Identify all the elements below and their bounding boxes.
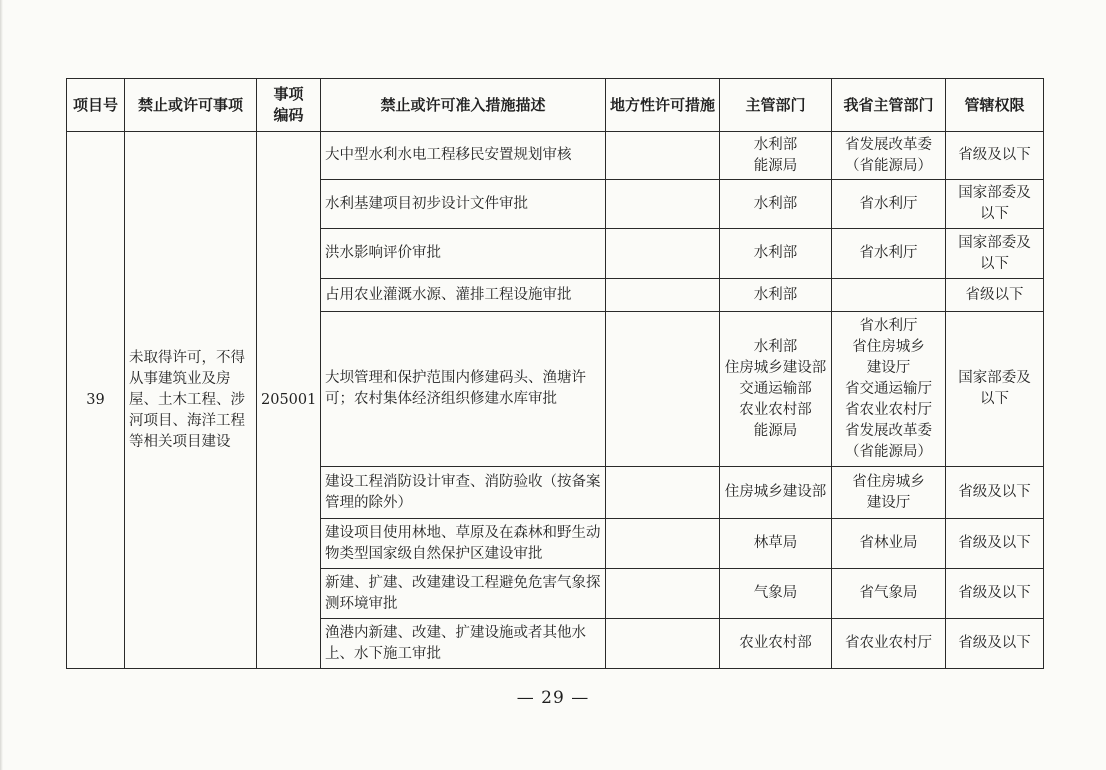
header-item-no: 项目号 (67, 79, 125, 132)
jurisdiction-cell: 省级及以下 (946, 619, 1044, 669)
description-cell: 渔港内新建、改建、扩建设施或者其他水上、水下施工审批 (321, 619, 606, 669)
prov-dept-cell: 省水利厅 (832, 229, 946, 279)
local-measure-cell (606, 519, 720, 569)
jurisdiction-cell: 国家部委及 以下 (946, 312, 1044, 467)
local-measure-cell (606, 180, 720, 229)
jurisdiction-cell: 国家部委及 以下 (946, 229, 1044, 279)
prov-dept-cell: 省水利厅 (832, 180, 946, 229)
description-cell: 占用农业灌溉水源、灌排工程设施审批 (321, 279, 606, 312)
prov-dept-cell (832, 279, 946, 312)
header-local-measure: 地方性许可措施 (606, 79, 720, 132)
dept-cell: 农业农村部 (720, 619, 832, 669)
item-number: 39 (67, 132, 125, 669)
dept-cell: 水利部 (720, 279, 832, 312)
table-row (67, 132, 1044, 180)
jurisdiction-cell: 省级及以下 (946, 132, 1044, 180)
prov-dept-cell: 省气象局 (832, 569, 946, 619)
description-cell: 洪水影响评价审批 (321, 229, 606, 279)
local-measure-cell (606, 132, 720, 180)
description-cell: 建设工程消防设计审查、消防验收（按备案管理的除外） (321, 467, 606, 519)
jurisdiction-cell: 省级及以下 (946, 519, 1044, 569)
dept-cell: 水利部 住房城乡建设部 交通运输部 农业农村部 能源局 (720, 312, 832, 467)
jurisdiction-cell: 省级及以下 (946, 467, 1044, 519)
description-cell: 新建、扩建、改建建设工程避免危害气象探测环境审批 (321, 569, 606, 619)
code-cell: 205001 (257, 132, 321, 669)
local-measure-cell (606, 467, 720, 519)
prov-dept-cell: 省农业农村厅 (832, 619, 946, 669)
matter-cell: 未取得许可，不得从事建筑业及房屋、土木工程、涉河项目、海洋工程等相关项目建设 (125, 132, 257, 669)
prov-dept-cell: 省发展改革委 （省能源局） (832, 132, 946, 180)
jurisdiction-cell: 省级及以下 (946, 569, 1044, 619)
local-measure-cell (606, 279, 720, 312)
scan-edge (0, 0, 3, 770)
dept-cell: 林草局 (720, 519, 832, 569)
header-code: 事项 编码 (257, 79, 321, 132)
prov-dept-cell: 省林业局 (832, 519, 946, 569)
dept-cell: 水利部 能源局 (720, 132, 832, 180)
local-measure-cell (606, 569, 720, 619)
header-row (67, 79, 1044, 132)
page-number: — 29 — (516, 688, 590, 708)
permit-table (66, 78, 1044, 669)
dept-cell: 住房城乡建设部 (720, 467, 832, 519)
header-matter: 禁止或许可事项 (125, 79, 257, 132)
description-cell: 大坝管理和保护范围内修建码头、渔塘许可；农村集体经济组织修建水库审批 (321, 312, 606, 467)
dept-cell: 气象局 (720, 569, 832, 619)
description-cell: 水利基建项目初步设计文件审批 (321, 180, 606, 229)
header-jurisdiction: 管辖权限 (946, 79, 1044, 132)
header-prov-dept: 我省主管部门 (832, 79, 946, 132)
description-cell: 建设项目使用林地、草原及在森林和野生动物类型国家级自然保护区建设审批 (321, 519, 606, 569)
prov-dept-cell: 省水利厅 省住房城乡 建设厅 省交通运输厅 省农业农村厅 省发展改革委 （省能源局） (832, 312, 946, 467)
header-dept: 主管部门 (720, 79, 832, 132)
description-cell: 大中型水利水电工程移民安置规划审核 (321, 132, 606, 180)
jurisdiction-cell: 省级以下 (946, 279, 1044, 312)
local-measure-cell (606, 619, 720, 669)
header-description: 禁止或许可准入措施描述 (321, 79, 606, 132)
prov-dept-cell: 省住房城乡 建设厅 (832, 467, 946, 519)
local-measure-cell (606, 312, 720, 467)
dept-cell: 水利部 (720, 180, 832, 229)
jurisdiction-cell: 国家部委及 以下 (946, 180, 1044, 229)
local-measure-cell (606, 229, 720, 279)
dept-cell: 水利部 (720, 229, 832, 279)
